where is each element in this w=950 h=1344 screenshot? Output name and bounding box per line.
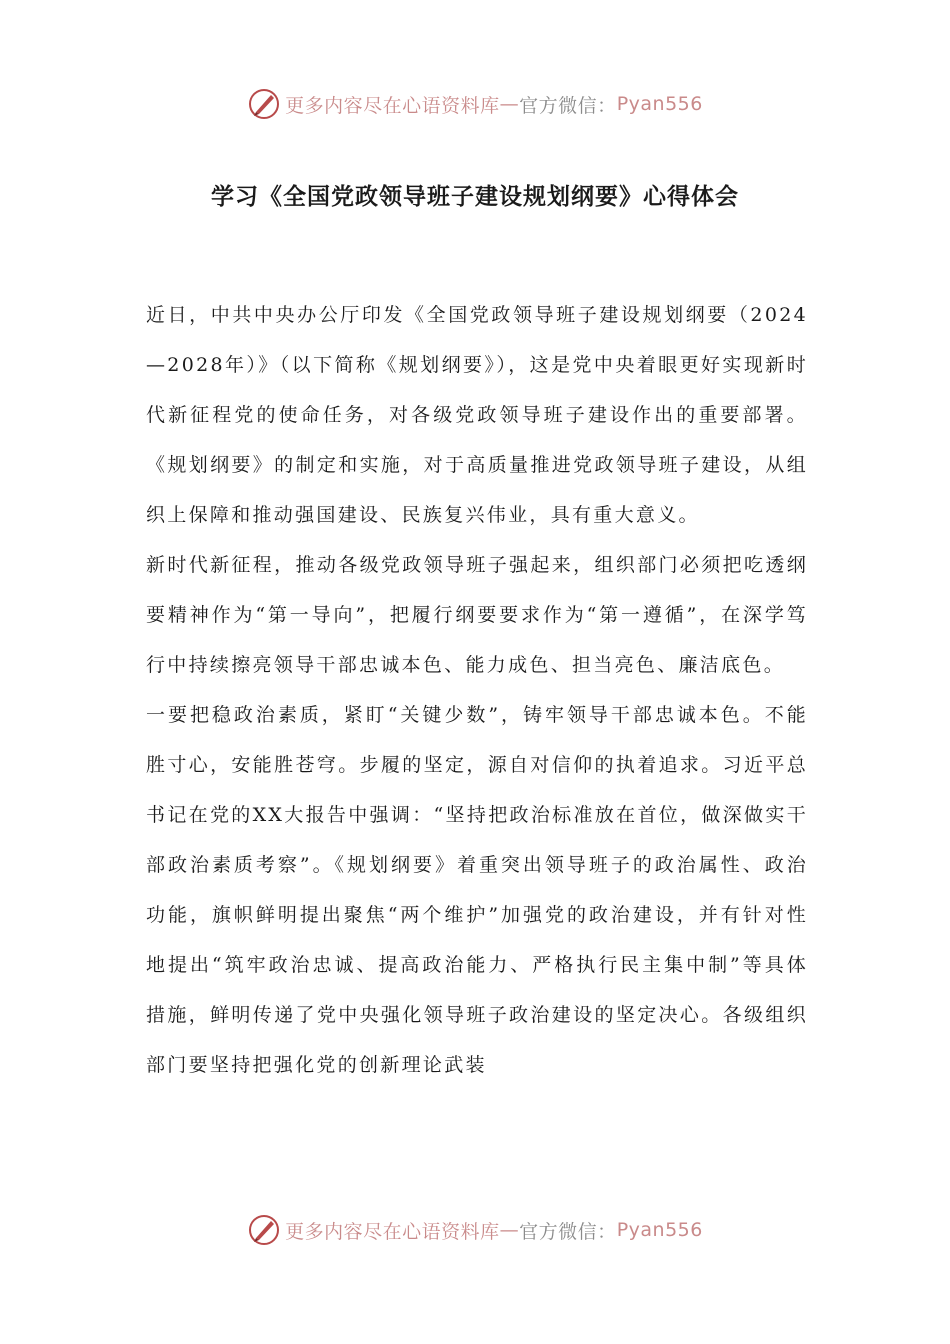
document-title: 学习《全国党政领导班子建设规划纲要》心得体会 <box>211 184 739 210</box>
watermark-site-text: 更多内容尽在心语资料库 <box>285 94 500 117</box>
document-body <box>146 290 808 1090</box>
watermark-dash: — <box>499 1219 520 1241</box>
watermark-wechat-id: Pyan556 <box>616 1219 703 1241</box>
pen-logo-icon <box>247 1213 281 1247</box>
watermark-label: 官方微信： <box>519 1220 617 1243</box>
pen-logo-icon <box>247 87 281 121</box>
watermark-wechat-id: Pyan556 <box>616 93 703 115</box>
watermark-label: 官方微信： <box>519 94 617 117</box>
watermark-header <box>0 84 950 124</box>
watermark-site-text: 更多内容尽在心语资料库 <box>285 1220 500 1243</box>
paragraph: 新时代新征程，推动各级党政领导班子强起来，组织部门必须把吃透纲要精神作为“第一导向”，把履行纲要要求作为“第一遵循”，在深学笃行中持续擦亮领导干部忠诚本色、能力成色、担当亮色、廉洁底色。 <box>146 554 808 676</box>
paragraph: 一要把稳政治素质，紧盯“关键少数”，铸牢领导干部忠诚本色。不能胜寸心，安能胜苍穹。步履的坚定，源自对信仰的执着追求。习近平总书记在党的XX大报告中强调：“坚持把政治标准放在首位，做深做实干部政治素质考察”。《规划纲要》着重突出领导班子的政治属性、政治功能，旗帜鲜明提出聚焦“两个维护”加强党的政治建设，并有针对性地提出“筑牢政治忠诚、提高政治能力、严格执行民主集中制”等具体措施，鲜明传递了党中央强化领导班子政治建设的坚定决心。各级组织部门要坚持把强化党的创新理论武装 <box>146 704 808 1076</box>
paragraph: 近日，中共中央办公厅印发《全国党政领导班子建设规划纲要（2024—2028年）》（以下简称《规划纲要》），这是党中央着眼更好实现新时代新征程党的使命任务，对各级党政领导班子建设作出的重要部署。《规划纲要》的制定和实施，对于高质量推进党政领导班子建设，从组织上保障和推动强国建设、民族复兴伟业，具有重大意义。 <box>146 304 808 526</box>
watermark-footer <box>0 1210 950 1250</box>
watermark-dash: — <box>499 93 520 115</box>
